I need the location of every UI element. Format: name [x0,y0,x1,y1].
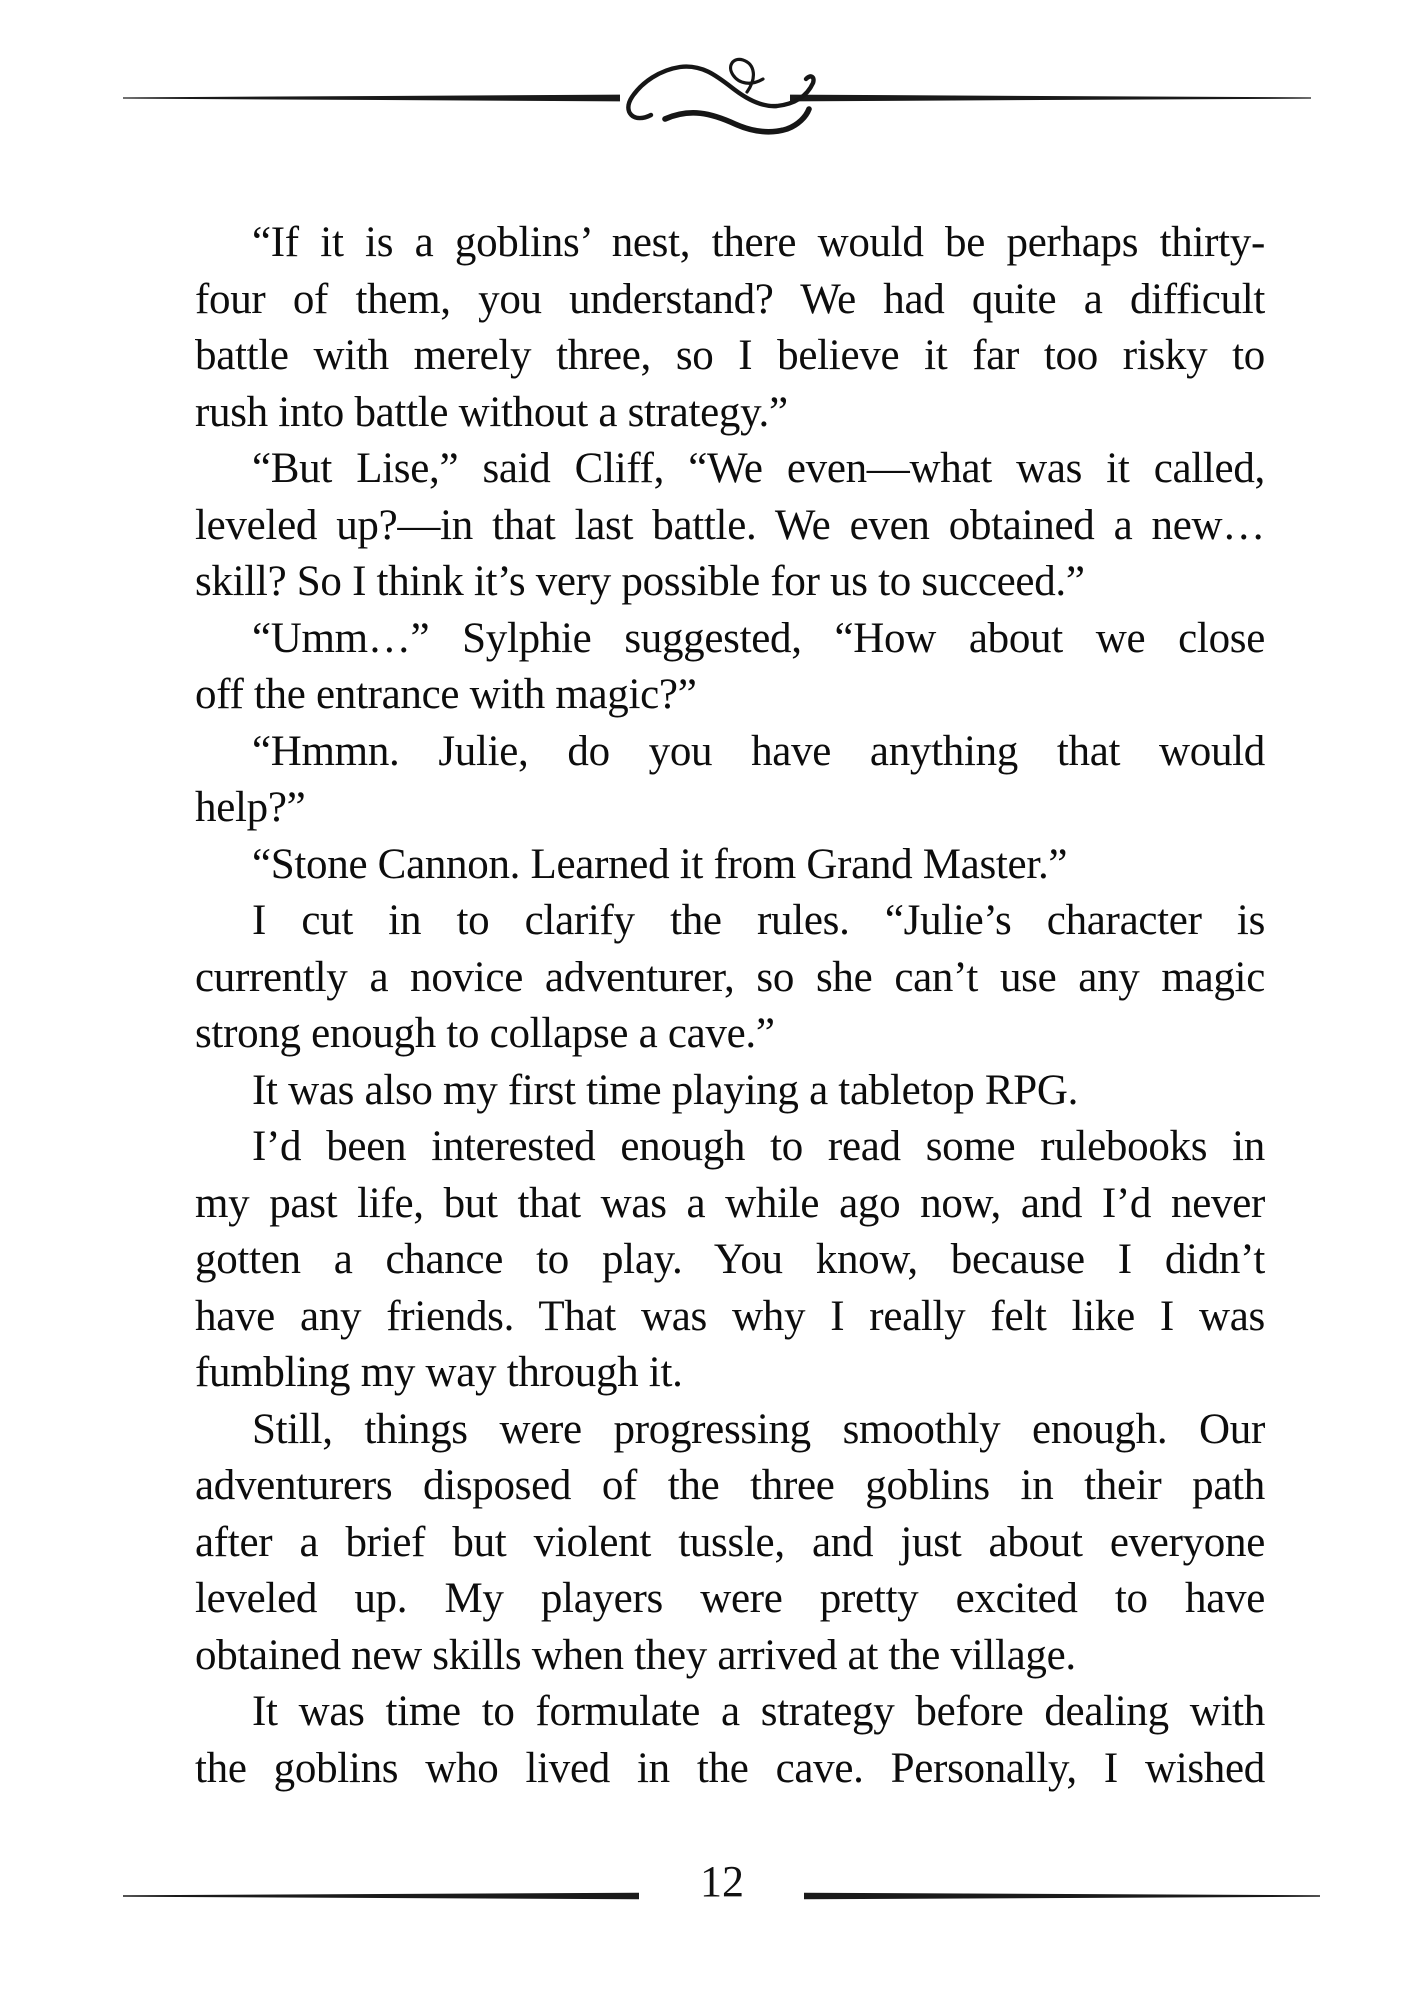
text-line: skill? So I think it’s very possible for us to succeed.” [195,558,1085,605]
flourish-ornament-icon [0,20,1403,180]
text-line: I cut in to clarify the rules. “Julie’s character is [252,897,1265,944]
page-number: 12 [700,1857,744,1906]
text-line: after a brief but violent tussle, and just about everyone [195,1518,1265,1566]
text-line: rush into battle without a strategy.” [195,388,788,436]
text-line: “Umm…” Sylphie suggested, “How about we close [252,614,1265,662]
text-line: the goblins who lived in the cave. Personally, I wished [195,1744,1265,1792]
text-line: off the entrance with magic?” [195,671,697,718]
text-line: adventurers disposed of the three goblins in their path [195,1462,1265,1509]
text-line: Still, things were progressing smoothly enough. Our [252,1405,1265,1453]
text-line: “But Lise,” said Cliff, “We even—what was it called, [252,445,1265,492]
text-line: It was time to formulate a strategy before dealing with [252,1688,1265,1735]
text-line: have any friends. That was why I really felt like I was [195,1292,1265,1340]
text-line: It was also my first time playing a tabletop RPG. [252,1066,1079,1114]
text-line: “Stone Cannon. Learned it from Grand Master.” [252,840,1068,888]
page-text [195,215,1265,1797]
text-line: my past life, but that was a while ago now, and I’d never [195,1179,1265,1227]
footer-rule-left [123,1893,639,1900]
text-line: fumbling my way through it. [195,1349,683,1396]
text-line: battle with merely three, so I believe it far too risky to [195,332,1265,379]
text-line: help?” [195,784,306,831]
header-divider [0,20,1403,180]
text-line: leveled up. My players were pretty excited to have [195,1575,1265,1622]
text-line: “Hmmn. Julie, do you have anything that would [252,727,1265,775]
text-line: currently a novice adventurer, so she can’t use any magic [195,953,1265,1001]
text-line: strong enough to collapse a cave.” [195,1010,775,1057]
footer-rule-right [804,1893,1320,1900]
text-line: I’d been interested enough to read some rulebooks in [252,1123,1265,1170]
text-line: “If it is a goblins’ nest, there would be perhaps thirty- [252,219,1265,266]
text-line: four of them, you understand? We had quite a difficult [195,275,1265,323]
text-line: obtained new skills when they arrived at the village. [195,1631,1076,1679]
text-line: leveled up?—in that last battle. We even obtained a new… [195,501,1265,549]
text-line: gotten a chance to play. You know, because I didn’t [195,1236,1265,1283]
